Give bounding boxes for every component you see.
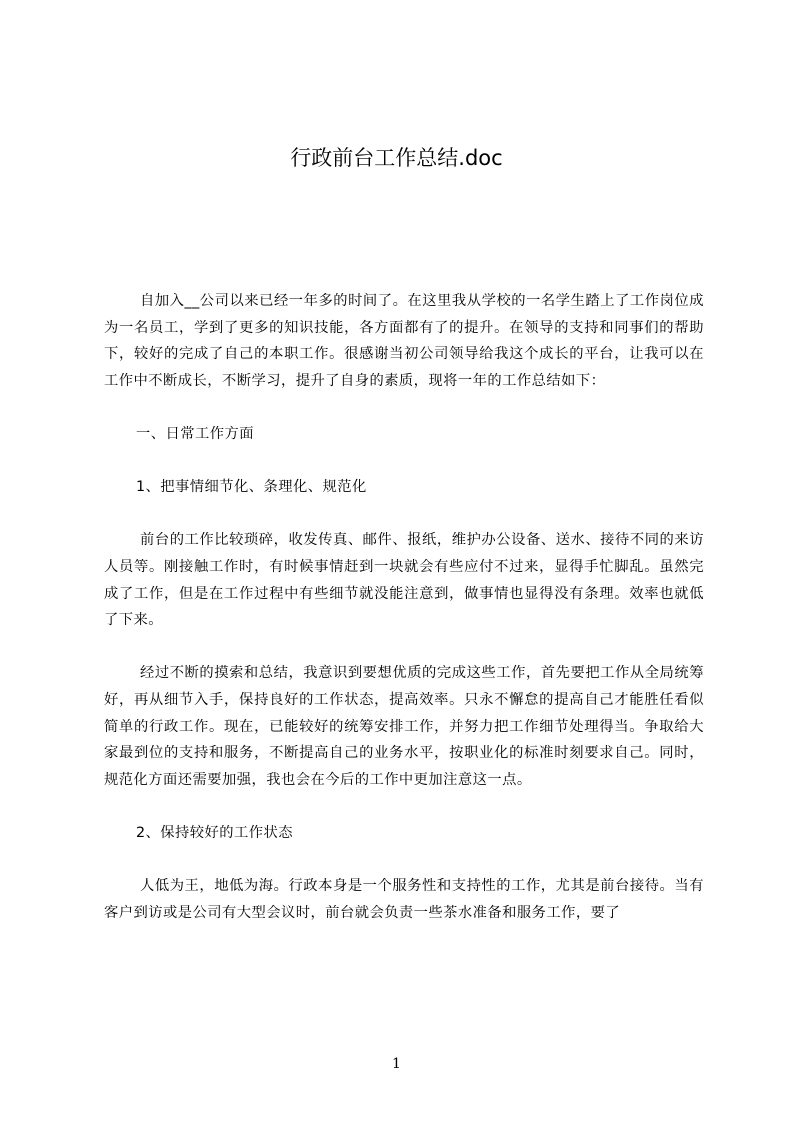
section-heading-daily-work: 一、日常工作方面 — [136, 425, 254, 442]
paragraph-gap — [104, 394, 704, 421]
document-body — [104, 288, 704, 926]
subsection-heading-work-state: 2、保持较好的工作状态 — [136, 824, 294, 841]
body-paragraph-improvement: 经过不断的摸索和总结，我意识到要想优质的完成这些工作，首先要把工作从全局统筹好，再从细节入手，保持良好的工作状态，提高效率。只永不懈怠的提高自己才能胜任看似简单的行政工作。现在，已能较好的统筹安排工作，并努力把工作细节处理得当。争取给大家最到位的支持和服务，不断提高自己的业务水平，按职业化的标准时刻要求自己。同时，规范化方面还需要加强，我也会在今后的工作中更加注意这一点。 — [104, 665, 704, 788]
subsection-heading-details: 1、把事情细节化、条理化、规范化 — [136, 479, 367, 496]
page-number: 1 — [392, 1056, 401, 1072]
body-paragraph-service: 人低为王，地低为海。行政本身是一个服务性和支持性的工作，尤其是前台接待。当有客户到访或是公司有大型会议时，前台就会负责一些茶水准备和服务工作，要了 — [104, 878, 704, 921]
document-title: 行政前台工作总结.doc — [290, 146, 503, 170]
body-paragraph-front-desk: 前台的工作比较琐碎，收发传真、邮件、报纸，维护办公设备、送水、接待不同的来访人员等。刚接触工作时，有时候事情赶到一块就会有些应付不过来，显得手忙脚乱。虽然完成了工作，但是在工作过程中有些细节就没能注意到，做事情也显得没有条理。效率也就低了下来。 — [104, 532, 704, 629]
intro-paragraph: 自加入__公司以来已经一年多的时间了。在这里我从学校的一名学生踏上了工作岗位成为一名员工，学到了更多的知识技能，各方面都有了的提升。在领导的支持和同事们的帮助下，较好的完成了自己的本职工作。很感谢当初公司领导给我这个成长的平台，让我可以在工作中不断成长，不断学习，提升了自身的素质，现将一年的工作总结如下： — [104, 293, 704, 389]
